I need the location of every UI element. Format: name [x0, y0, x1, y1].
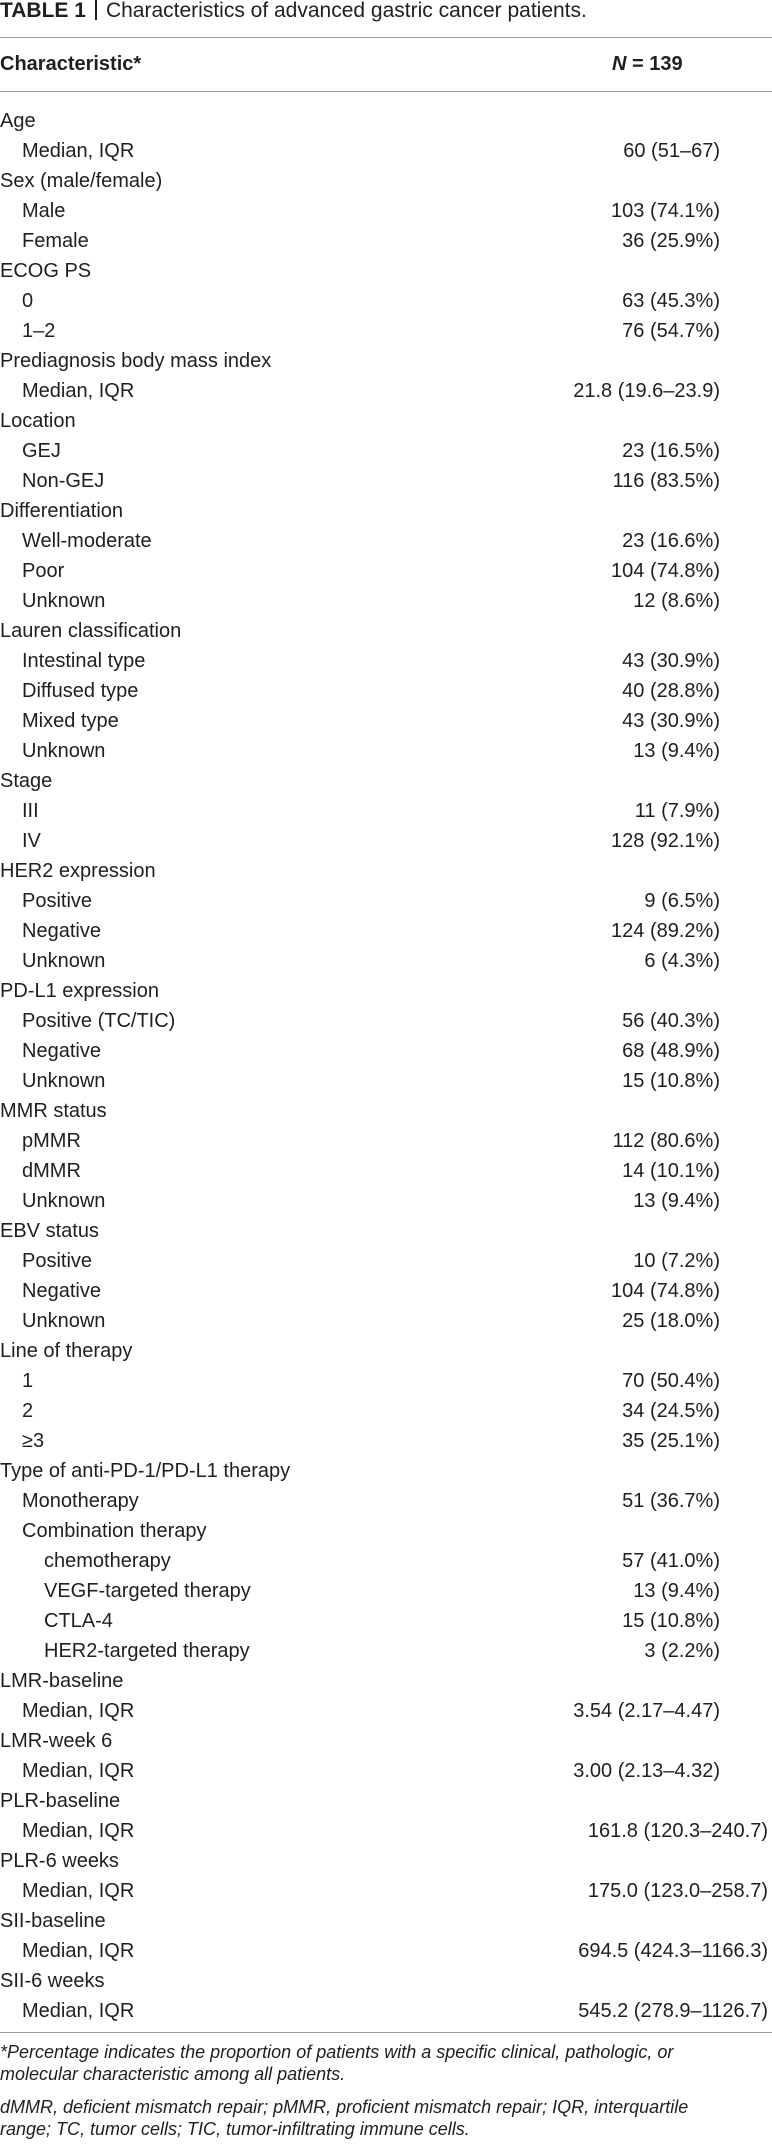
bottom-rule: [0, 2032, 772, 2033]
table-row: [0, 376, 772, 406]
row-value: 35 (25.1%): [622, 1430, 720, 1452]
row-label: chemotherapy: [44, 1550, 171, 1572]
row-label: Stage: [0, 770, 53, 792]
row-value: 3 (2.2%): [644, 1640, 720, 1662]
footnote-line: range; TC, tumor cells; TIC, tumor-infiltrating immune cells.: [0, 2119, 470, 2139]
row-label: Unknown: [22, 1070, 106, 1092]
row-label: Negative: [22, 920, 101, 942]
row-value: 10 (7.2%): [633, 1250, 720, 1272]
row-label: Intestinal type: [22, 650, 146, 672]
row-value: 3.54 (2.17–4.47): [573, 1700, 720, 1722]
table-label: TABLE 1: [0, 0, 86, 22]
table-row: [0, 646, 772, 676]
row-value: 56 (40.3%): [622, 1010, 720, 1032]
row-value: 76 (54.7%): [622, 320, 720, 342]
table-row: [0, 1786, 772, 1816]
footnote-line: dMMR, deficient mismatch repair; pMMR, proficient mismatch repair; IQR, interquartile: [0, 2097, 689, 2117]
row-value: 6 (4.3%): [644, 950, 720, 972]
table-row: [0, 1096, 772, 1126]
row-label: Lauren classification: [0, 620, 182, 642]
row-label: Non-GEJ: [22, 470, 105, 492]
table-row: [0, 1516, 772, 1546]
table-row: [0, 316, 772, 346]
row-label: Median, IQR: [22, 1820, 135, 1842]
header-n: [612, 47, 683, 81]
row-value: 9 (6.5%): [644, 890, 720, 912]
row-label: Combination therapy: [22, 1520, 207, 1542]
row-value: 14 (10.1%): [622, 1160, 720, 1182]
row-label: pMMR: [22, 1130, 81, 1152]
row-label: CTLA-4: [44, 1610, 113, 1632]
row-label: Positive (TC/TIC): [22, 1010, 176, 1032]
row-label: IV: [22, 830, 41, 852]
table-row: [0, 556, 772, 586]
table-row: [0, 1366, 772, 1396]
footnote-abbreviations: [0, 2096, 772, 2140]
table-row: [0, 406, 772, 436]
row-label: PLR-baseline: [0, 1790, 121, 1812]
table-row: [0, 1036, 772, 1066]
row-label: Median, IQR: [22, 2000, 135, 2022]
table-row: [0, 736, 772, 766]
footnote-line: molecular characteristic among all patients.: [0, 2064, 346, 2084]
table-row: [0, 886, 772, 916]
row-value: 103 (74.1%): [611, 200, 720, 222]
row-label: Female: [22, 230, 89, 252]
row-label: Differentiation: [0, 500, 124, 522]
row-label: ≥3: [22, 1430, 45, 1452]
table-row: [0, 1996, 772, 2026]
row-label: EBV status: [0, 1220, 99, 1242]
table-row: [0, 1486, 772, 1516]
row-value: 12 (8.6%): [633, 590, 720, 612]
row-label: Negative: [22, 1280, 101, 1302]
table-row: [0, 796, 772, 826]
row-label: MMR status: [0, 1100, 107, 1122]
table-row: [0, 1066, 772, 1096]
table-row: [0, 1846, 772, 1876]
table-row: [0, 226, 772, 256]
table-row: [0, 1306, 772, 1336]
row-label: Median, IQR: [22, 1880, 135, 1902]
row-value: 40 (28.8%): [622, 680, 720, 702]
table-row: [0, 616, 772, 646]
table-header: [0, 47, 772, 81]
table-row: [0, 1636, 772, 1666]
table-row: [0, 946, 772, 976]
row-label: Median, IQR: [22, 1760, 135, 1782]
table-row: [0, 496, 772, 526]
table-row: [0, 466, 772, 496]
table-row: [0, 1756, 772, 1786]
row-label: Unknown: [22, 740, 106, 762]
row-label: PLR-6 weeks: [0, 1850, 119, 1872]
table-row: [0, 1726, 772, 1756]
table-row: [0, 1696, 772, 1726]
row-label: Poor: [22, 560, 65, 582]
row-label: Male: [22, 200, 66, 222]
row-label: Positive: [22, 890, 93, 912]
table-row: [0, 1546, 772, 1576]
table-row: [0, 1186, 772, 1216]
row-label: Type of anti-PD-1/PD-L1 therapy: [0, 1460, 291, 1482]
row-value: 3.00 (2.13–4.32): [573, 1760, 720, 1782]
table-row: [0, 1936, 772, 1966]
row-value: 25 (18.0%): [622, 1310, 720, 1332]
row-value: 68 (48.9%): [622, 1040, 720, 1062]
row-label: GEJ: [22, 440, 61, 462]
table-row: [0, 1816, 772, 1846]
table-row: [0, 1456, 772, 1486]
table-row: [0, 1966, 772, 1996]
row-label: HER2 expression: [0, 860, 156, 882]
row-label: Mixed type: [22, 710, 119, 732]
table-row: [0, 1246, 772, 1276]
row-value: 23 (16.5%): [622, 440, 720, 462]
row-label: Median, IQR: [22, 140, 135, 162]
row-label: Unknown: [22, 590, 106, 612]
table-row: [0, 766, 772, 796]
row-value: 60 (51–67): [623, 140, 720, 162]
table-row: [0, 166, 772, 196]
row-label: Location: [0, 410, 76, 432]
row-value: 545.2 (278.9–1126.7): [578, 2000, 768, 2022]
row-value: 161.8 (120.3–240.7): [587, 1820, 768, 1842]
row-value: 51 (36.7%): [622, 1490, 720, 1512]
table-row: [0, 826, 772, 856]
row-label: Unknown: [22, 1310, 106, 1332]
table-row: [0, 1906, 772, 1936]
table-row: [0, 136, 772, 166]
row-value: 23 (16.6%): [622, 530, 720, 552]
row-value: 70 (50.4%): [622, 1370, 720, 1392]
footnote-percentage: [0, 2041, 772, 2085]
table-row: [0, 1276, 772, 1306]
row-label: HER2-targeted therapy: [44, 1640, 250, 1662]
row-value: 104 (74.8%): [611, 560, 720, 582]
row-value: 124 (89.2%): [611, 920, 720, 942]
row-value: 15 (10.8%): [622, 1070, 720, 1092]
row-value: 36 (25.9%): [622, 230, 720, 252]
row-value: 112 (80.6%): [612, 1130, 720, 1152]
header-n-count: = 139: [626, 53, 683, 75]
table-row: [0, 706, 772, 736]
table-row: [0, 346, 772, 376]
row-label: Diffused type: [22, 680, 139, 702]
row-label: Median, IQR: [22, 1700, 135, 1722]
row-label: PD-L1 expression: [0, 980, 159, 1002]
table-row: [0, 106, 772, 136]
table-row: [0, 1576, 772, 1606]
row-label: SII-6 weeks: [0, 1970, 105, 1992]
row-label: III: [22, 800, 39, 822]
row-label: ECOG PS: [0, 260, 92, 282]
row-label: LMR-week 6: [0, 1730, 113, 1752]
header-rule: [0, 91, 772, 92]
row-label: SII-baseline: [0, 1910, 106, 1932]
row-label: Unknown: [22, 950, 106, 972]
row-label: 1–2: [22, 320, 56, 342]
table-title: Characteristics of advanced gastric cancer patients.: [105, 0, 587, 22]
table-row: [0, 1606, 772, 1636]
table-row: [0, 856, 772, 886]
row-value: 13 (9.4%): [633, 1190, 720, 1212]
row-label: Median, IQR: [22, 1940, 135, 1962]
row-label: VEGF-targeted therapy: [44, 1580, 251, 1602]
table-row: [0, 196, 772, 226]
row-value: 15 (10.8%): [622, 1610, 720, 1632]
table-row: [0, 286, 772, 316]
table-caption: [0, 0, 772, 37]
row-label: Monotherapy: [22, 1490, 139, 1512]
footnote-line: *Percentage indicates the proportion of patients with a specific clinical, pathologic, or: [0, 2042, 674, 2062]
row-value: 63 (45.3%): [622, 290, 720, 312]
table-row: [0, 256, 772, 286]
row-label: Well-moderate: [22, 530, 152, 552]
row-value: 13 (9.4%): [633, 1580, 720, 1602]
row-value: 116 (83.5%): [612, 470, 720, 492]
table-row: [0, 586, 772, 616]
row-value: 21.8 (19.6–23.9): [573, 380, 720, 402]
table-row: [0, 976, 772, 1006]
table-row: [0, 1666, 772, 1696]
row-label: Positive: [22, 1250, 93, 1272]
row-value: 104 (74.8%): [611, 1280, 720, 1302]
row-value: 128 (92.1%): [611, 830, 720, 852]
table-row: [0, 436, 772, 466]
row-value: 11 (7.9%): [634, 800, 720, 822]
header-characteristic: Characteristic*: [0, 53, 142, 75]
table-row: [0, 676, 772, 706]
row-label: Age: [0, 110, 36, 132]
row-label: 1: [22, 1370, 34, 1392]
row-label: Unknown: [22, 1190, 106, 1212]
row-label: Line of therapy: [0, 1340, 133, 1362]
table-row: [0, 526, 772, 556]
top-rule: [0, 37, 772, 38]
row-value: 43 (30.9%): [622, 710, 720, 732]
header-n-italic: N: [612, 53, 627, 75]
table-row: [0, 1336, 772, 1366]
row-value: 13 (9.4%): [633, 740, 720, 762]
row-value: 175.0 (123.0–258.7): [587, 1880, 768, 1902]
row-label: 2: [22, 1400, 34, 1422]
row-value: 43 (30.9%): [622, 650, 720, 672]
table-row: [0, 1426, 772, 1456]
row-value: 694.5 (424.3–1166.3): [578, 1940, 768, 1962]
row-value: 57 (41.0%): [622, 1550, 720, 1572]
row-label: dMMR: [22, 1160, 81, 1182]
table-row: [0, 1876, 772, 1906]
table-row: [0, 1396, 772, 1426]
row-label: Sex (male/female): [0, 170, 163, 192]
row-label: 0: [22, 290, 34, 312]
table-row: [0, 1156, 772, 1186]
table-row: [0, 1006, 772, 1036]
table-row: [0, 916, 772, 946]
row-label: Prediagnosis body mass index: [0, 350, 272, 372]
caption-separator: [95, 0, 97, 20]
row-value: 34 (24.5%): [622, 1400, 720, 1422]
table-row: [0, 1216, 772, 1246]
row-label: LMR-baseline: [0, 1670, 124, 1692]
table-body: [0, 106, 772, 2026]
table-row: [0, 1126, 772, 1156]
row-label: Median, IQR: [22, 380, 135, 402]
row-label: Negative: [22, 1040, 101, 1062]
